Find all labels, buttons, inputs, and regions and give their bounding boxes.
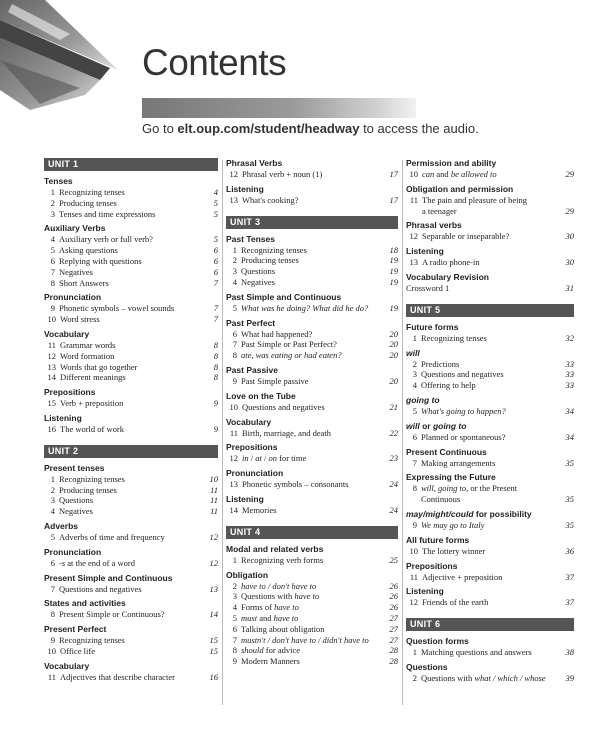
section-heading: Present Simple and Continuous (44, 572, 173, 583)
section (406, 472, 574, 505)
section-heading: Love on the Tube (226, 390, 296, 401)
section (406, 662, 574, 684)
section (44, 521, 218, 543)
section-heading: Question forms (406, 636, 469, 647)
page-title: Contents (142, 42, 287, 83)
list-item[interactable]: 2 Producing tenses 19 (232, 255, 398, 266)
section-heading: Phrasal Verbs (226, 158, 283, 168)
section-heading: Listening (44, 412, 82, 423)
section-heading: Past Passive (226, 364, 278, 375)
list-item[interactable]: 12 in / at / on for time 23 (229, 453, 398, 464)
section-heading: Auxiliary Verbs (44, 223, 106, 234)
list-item[interactable]: 12 Separable or inseparable? 30 (409, 231, 574, 242)
section (44, 387, 218, 409)
list-item[interactable]: 13 Phonetic symbols – consonants 24 (229, 479, 398, 490)
section-heading: will (406, 347, 420, 358)
section-heading: Adverbs (44, 520, 79, 531)
audio-note-suffix: to access the audio. (359, 121, 479, 136)
list-item[interactable]: 4 Negatives 11 (50, 506, 218, 517)
list-item[interactable]: 3 Questions and negatives 33 (412, 369, 574, 380)
section (406, 322, 574, 344)
corner-decoration (0, 0, 130, 120)
section-heading: Present Continuous (406, 446, 487, 457)
list-item[interactable]: 7 mustn't / don't have to / didn't have to 27 (232, 634, 398, 645)
list-item-continuation: Continuous 35 (421, 494, 574, 505)
list-item[interactable]: 2 Predictions 33 (412, 358, 574, 369)
list-item[interactable]: 4 Forms of have to 26 (232, 602, 398, 613)
section (44, 573, 218, 595)
list-item[interactable]: 6 Planned or spontaneous? 34 (412, 431, 574, 442)
unit-header: UNIT 5 (406, 304, 574, 317)
list-item[interactable]: 1 Recognizing verb forms 25 (232, 554, 398, 565)
section-heading: Listening (406, 586, 444, 597)
audio-note (142, 121, 479, 136)
section (226, 468, 398, 490)
section-heading: Past Simple and Continuous (226, 291, 342, 302)
list-item[interactable]: Crossword 1 31 (406, 282, 574, 293)
section (226, 184, 398, 206)
section (406, 421, 574, 443)
section-heading: Prepositions (406, 560, 458, 571)
list-item[interactable]: 6 What had happened? 20 (232, 328, 398, 339)
section (406, 447, 574, 469)
list-item[interactable]: 13 Words that go together 8 (47, 361, 218, 372)
list-item[interactable]: 11 Birth, marriage, and death 22 (229, 427, 398, 438)
section-heading: Obligation and permission (406, 183, 514, 194)
list-item[interactable]: 3 Questions with have to 26 (232, 591, 398, 602)
section-heading: Modal and related verbs (226, 543, 324, 554)
list-item[interactable]: 10 The lottery winner 36 (409, 545, 574, 556)
section-heading: Listening (406, 246, 444, 257)
list-item[interactable]: 5 What's going to happen? 34 (412, 405, 574, 416)
unit-header: UNIT 3 (226, 216, 398, 229)
list-item[interactable]: 7 Negatives 6 (50, 266, 218, 277)
section-heading: Present Perfect (44, 624, 107, 635)
list-item[interactable]: 1 Recognizing tenses 32 (412, 332, 574, 343)
audio-note-prefix: Go to (142, 121, 178, 136)
section (44, 413, 218, 435)
section-heading: Past Perfect (226, 317, 276, 328)
unit-header: UNIT 4 (226, 526, 398, 539)
section-heading: Pronunciation (226, 468, 284, 479)
section-heading: Prepositions (226, 442, 278, 453)
list-item[interactable]: 14 Memories 24 (229, 504, 398, 515)
list-item[interactable]: 14 Different meanings 8 (47, 372, 218, 383)
section (406, 348, 574, 391)
section-heading: Pronunciation (44, 546, 102, 557)
section-heading: Listening (226, 493, 264, 504)
list-item[interactable]: 5 must and have to 27 (232, 612, 398, 623)
section (226, 391, 398, 413)
section-heading: Vocabulary (44, 660, 90, 671)
section (44, 547, 218, 569)
section (226, 544, 398, 566)
section-heading: Future forms (406, 321, 459, 332)
section-heading: Phrasal verbs (406, 220, 462, 231)
unit-header: UNIT 2 (44, 445, 218, 458)
section-heading: Prepositions (44, 387, 96, 398)
section (406, 535, 574, 557)
section-heading: Tenses (44, 176, 73, 186)
section-heading: may/might/could for possibility (406, 508, 532, 519)
list-item[interactable]: 7 Questions and negatives 13 (50, 583, 218, 594)
section (406, 246, 574, 268)
section-heading: Expressing the Future (406, 472, 496, 483)
list-item[interactable]: 10 Questions and negatives 21 (229, 401, 398, 412)
list-item[interactable]: 10 can and be allowed to 29 (409, 169, 574, 179)
list-item[interactable]: 6 Replying with questions 6 (50, 255, 218, 266)
section (406, 184, 574, 217)
list-item[interactable]: 12 Friends of the earth 37 (409, 597, 574, 608)
section (406, 220, 574, 242)
list-item[interactable]: 2 have to / don't have to 26 (232, 580, 398, 591)
section (406, 509, 574, 531)
list-item[interactable]: 11 Adjectives that describe character 16 (47, 671, 218, 682)
section-heading: will or going to (406, 420, 467, 431)
list-item[interactable]: 1 Recognizing tenses 4 (50, 187, 218, 197)
section (226, 318, 398, 361)
section (44, 463, 218, 517)
list-item[interactable]: 5 Asking questions 6 (50, 245, 218, 256)
list-item[interactable]: 1 Recognizing tenses 10 (50, 473, 218, 484)
column-divider (402, 160, 403, 705)
section (226, 158, 398, 180)
section (44, 624, 218, 657)
section-heading: Vocabulary (44, 328, 90, 339)
list-item[interactable]: 15 Verb + preposition 9 (47, 398, 218, 409)
audio-link[interactable]: elt.oup.com/student/headway (177, 121, 360, 136)
contents-column-3 (406, 158, 574, 688)
section (226, 292, 398, 314)
list-item[interactable]: 9 Recognizing tenses 15 (50, 635, 218, 646)
list-item[interactable]: 12 Phrasal verb + noun (1) 17 (229, 169, 398, 179)
list-item[interactable]: 2 Producing tenses 11 (50, 484, 218, 495)
list-item[interactable]: 7 Past Simple or Past Perfect? 20 (232, 339, 398, 350)
section (406, 395, 574, 417)
list-item[interactable]: 2 Questions with what / which / whose 39 (412, 672, 574, 683)
list-item[interactable]: 8 Present Simple or Continuous? 14 (50, 609, 218, 620)
section-heading: Pronunciation (44, 292, 102, 303)
list-item[interactable]: 3 Questions 11 (50, 495, 218, 506)
list-item[interactable]: 9 Phonetic symbols – vowel sounds 7 (50, 303, 218, 314)
list-item[interactable]: 9 Past Simple passive 20 (232, 375, 398, 386)
list-item[interactable]: 11 Grammar words 8 (47, 339, 218, 350)
section (226, 570, 398, 667)
list-item[interactable]: 8 ate, was eating or had eaten? 20 (232, 350, 398, 361)
section-heading: Questions (406, 661, 448, 672)
contents-column-2 (226, 158, 398, 671)
list-item-continuation: a teenager 29 (422, 205, 574, 216)
section (226, 365, 398, 387)
section (44, 223, 218, 288)
list-item[interactable]: 8 Short Answers 7 (50, 277, 218, 288)
list-item[interactable]: 3 Tenses and time expressions 5 (50, 208, 218, 219)
section (406, 561, 574, 583)
section (226, 234, 398, 288)
section-heading: going to (406, 394, 440, 405)
list-item[interactable]: 8 will, going to, or the Present (412, 483, 518, 494)
section (44, 598, 218, 620)
section-heading: Vocabulary Revision (406, 271, 489, 282)
list-item[interactable]: 4 Negatives 19 (232, 276, 398, 287)
list-item[interactable]: 4 Auxiliary verb or full verb? 5 (50, 234, 218, 245)
section (226, 494, 398, 516)
list-item[interactable]: 10 Word stress 7 (47, 314, 218, 325)
section (226, 442, 398, 464)
list-item[interactable]: 3 Questions 19 (232, 266, 398, 277)
list-item[interactable]: 13 What's cooking? 17 (229, 194, 398, 205)
section (406, 158, 574, 180)
section (44, 176, 218, 219)
list-item[interactable]: 13 A radio phone-in 30 (409, 257, 574, 268)
section-heading: Listening (226, 183, 264, 194)
list-item[interactable]: 11 The pain and pleasure of being (409, 194, 528, 205)
section-heading: Present tenses (44, 462, 105, 473)
section-heading: Vocabulary (226, 416, 272, 427)
list-item[interactable]: 5 Adverbs of time and frequency 12 (50, 531, 218, 542)
section-heading: Past Tenses (226, 233, 275, 244)
list-item[interactable]: 8 should for advice 28 (232, 645, 398, 656)
list-item[interactable]: 12 Word formation 8 (47, 350, 218, 361)
contents-column-1 (44, 158, 218, 687)
unit-header: UNIT 1 (44, 158, 218, 171)
list-item[interactable]: 9 We may go to Italy 35 (412, 519, 574, 530)
section (226, 417, 398, 439)
list-item[interactable]: 1 Recognizing tenses 18 (232, 244, 398, 255)
section (406, 586, 574, 608)
list-item[interactable]: 9 Modern Manners 28 (232, 656, 398, 667)
section-heading: Permission and ability (406, 158, 497, 168)
section (44, 661, 218, 683)
section (44, 329, 218, 383)
list-item[interactable]: 6 -s at the end of a word 12 (50, 557, 218, 568)
list-item[interactable]: 4 Offering to help 33 (412, 380, 574, 391)
list-item[interactable]: 1 Matching questions and answers 38 (412, 647, 574, 658)
section (406, 272, 574, 294)
section-heading: States and activities (44, 598, 126, 609)
title-underline-bar (142, 98, 416, 118)
list-item[interactable]: 16 The world of work 9 (47, 423, 218, 434)
list-item[interactable]: 10 Office life 15 (47, 645, 218, 656)
list-item[interactable]: 11 Adjective + preposition 37 (409, 571, 574, 582)
list-item[interactable]: 6 Talking about obligation 27 (232, 623, 398, 634)
column-divider (222, 160, 223, 705)
list-item[interactable]: 5 What was he doing? What did he do? 19 (232, 302, 398, 313)
section (406, 636, 574, 658)
section-heading: All future forms (406, 534, 470, 545)
section (44, 292, 218, 325)
list-item[interactable]: 7 Making arrangements 35 (412, 457, 574, 468)
section-heading: Obligation (226, 569, 269, 580)
list-item[interactable]: 2 Producing tenses 5 (50, 197, 218, 208)
unit-header: UNIT 6 (406, 618, 574, 631)
